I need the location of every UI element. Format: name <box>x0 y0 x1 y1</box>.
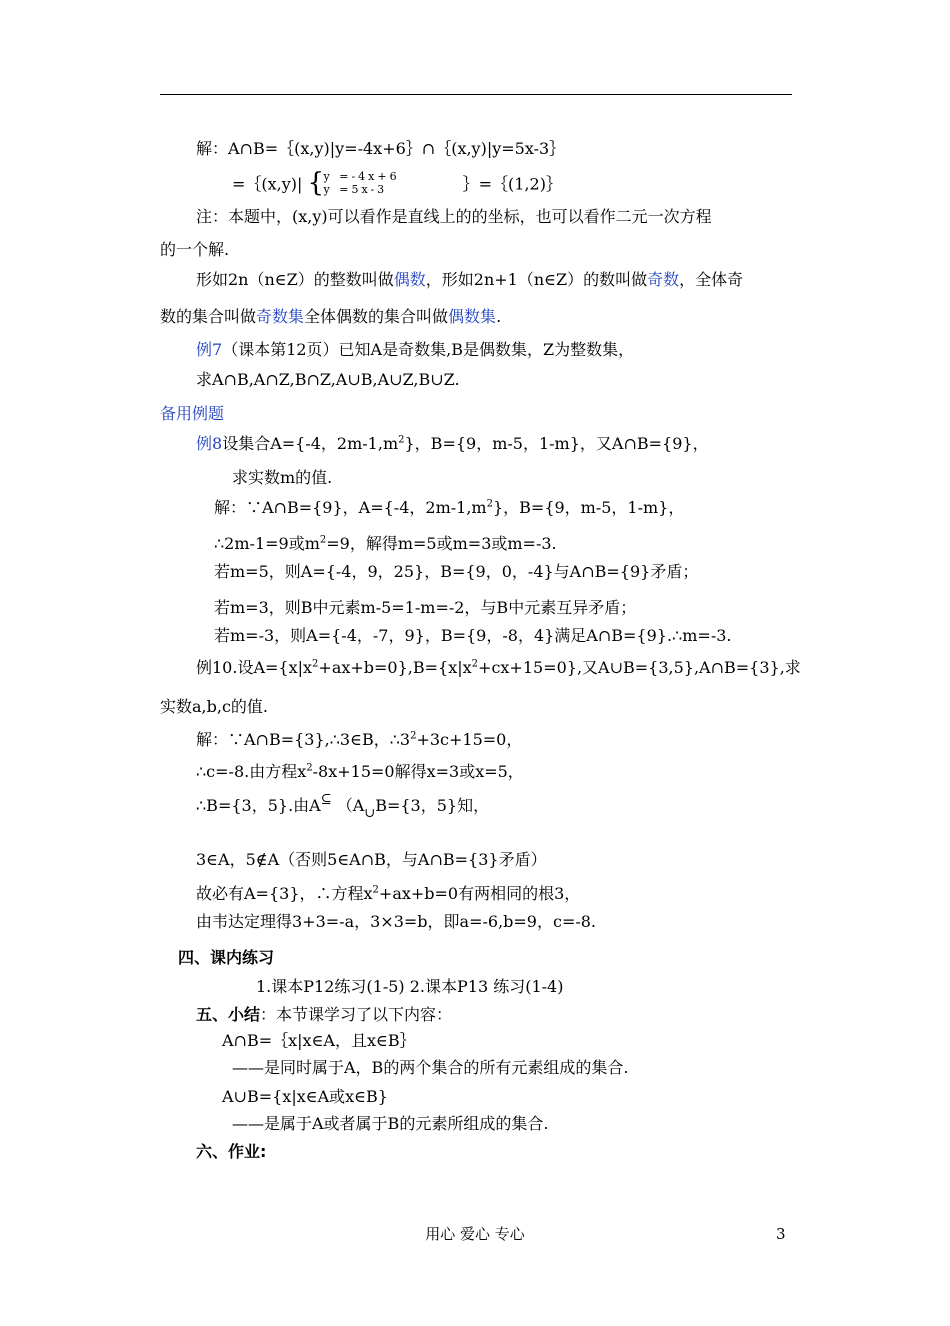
solution-10-line-5 <box>196 884 580 904</box>
section-4-heading: 四、课内练习 <box>178 948 275 967</box>
example-10-text: 例10.设A={x|x <box>196 658 313 677</box>
solution-text: ∴c=-8.由方程x <box>196 762 307 781</box>
superscript: 2 <box>306 762 313 774</box>
section-6-heading: 六、作业: <box>196 1142 267 1161</box>
example-10-text: +cx+15=0},又A∪B={3,5},A∩B={3},求 <box>478 658 801 677</box>
definition-text: . <box>496 307 502 326</box>
solution-text: ∴B={3，5}.由A <box>196 796 321 815</box>
superscript: 2 <box>471 658 479 670</box>
definition-text: ，全体奇 <box>679 270 744 289</box>
summary-union-desc: ——是属于A或者属于B的元素所组成的集合. <box>232 1114 549 1133</box>
solution-10-line-3 <box>196 792 490 821</box>
solution-text: -8x+15=0解得x=3或x=5， <box>312 762 524 781</box>
solution-10-line-4: 3∈A，5∉A（否则5∈A∩B，与A∩B={3}矛盾） <box>196 850 547 869</box>
union-symbol: ∪ <box>364 806 376 821</box>
summary-union: A∪B={x|x∈A或x∈B} <box>222 1087 388 1106</box>
solution-line-2 <box>232 168 562 198</box>
solution-text: +ax+b=0有两相同的根3， <box>378 884 581 903</box>
example-7-label: 例7 <box>196 340 223 359</box>
note-line-1: 注：本题中，(x,y)可以看作是直线上的的坐标，也可以看作二元一次方程 <box>196 207 712 226</box>
solution-text: （A <box>336 796 365 815</box>
subset-symbol: ⊆ <box>320 792 332 807</box>
system-brace: { <box>307 168 325 198</box>
solution-text: 故必有A={3}，∴方程x <box>196 884 373 903</box>
section-5-text: ：本节课学习了以下内容： <box>260 1005 453 1024</box>
summary-intersection: A∩B=｛x|x∈A，且x∈B｝ <box>222 1031 416 1050</box>
solution-line-2-post: ｝=｛(1,2)｝ <box>462 174 562 194</box>
footer-text: 用心 爱心 专心 <box>425 1225 525 1243</box>
section-5-line <box>196 1005 452 1025</box>
solution-10-line-1 <box>196 730 522 750</box>
superscript: 2 <box>398 434 405 446</box>
solution-text: B={3，5}知， <box>375 796 490 815</box>
solution-8-line-2 <box>214 534 557 554</box>
solution-8-line-5: 若m=-3，则A={-4，-7，9}，B={9，-8，4}满足A∩B={9}.∴m=-3. <box>214 626 732 645</box>
example-10-line <box>196 658 801 678</box>
system-equation-2: y =5x-3 <box>323 183 388 196</box>
example-10-line-2: 实数a,b,c的值. <box>160 697 269 716</box>
solution-8-line-1 <box>214 498 684 518</box>
solution-text: +3c+15=0， <box>416 730 523 749</box>
term-even-set: 偶数集 <box>448 307 497 326</box>
page-number: 3 <box>776 1225 786 1243</box>
solution-8-line-3: 若m=5，则A={-4，9，25}，B={9，0，-4}与A∩B={9}矛盾； <box>214 562 699 581</box>
solution-line-1: 解：A∩B=｛(x,y)|y=-4x+6｝∩｛(x,y)|y=5x-3｝ <box>196 139 566 158</box>
section-4-items: 1.课本P12练习(1-5) 2.课本P13 练习(1-4) <box>256 977 564 996</box>
example-8-text: 设集合A={-4，2m-1,m <box>222 434 399 453</box>
example-8-ask: 求实数m的值. <box>232 468 333 487</box>
solution-text: }，B={9，m-5，1-m}， <box>492 498 685 517</box>
header-rule <box>160 94 792 95</box>
solution-text: 解：∵A∩B={3},∴3∈B，∴3 <box>196 730 411 749</box>
superscript: 2 <box>410 730 417 742</box>
example-7-text: （课本第12页）已知A是奇数集,B是偶数集，Z为整数集， <box>222 340 635 359</box>
example-10-text: +ax+b=0},B={x|x <box>318 658 472 677</box>
equation-system <box>307 168 458 198</box>
backup-examples-heading: 备用例题 <box>160 404 225 423</box>
definition-text: ，形如2n+1（n∈Z）的数叫做 <box>425 270 648 289</box>
superscript: 2 <box>486 498 493 510</box>
definition-line-1 <box>196 270 743 290</box>
example-7-ask: 求A∩B,A∩Z,B∩Z,A∪B,A∪Z,B∪Z. <box>196 370 460 389</box>
superscript: 2 <box>319 534 327 546</box>
example-8-text: }，B={9，m-5，1-m}，又A∩B={9}， <box>404 434 709 453</box>
solution-text: ∴2m-1=9或m <box>214 534 320 553</box>
section-5-heading: 五、小结 <box>196 1005 261 1024</box>
solution-8-line-4: 若m=3，则B中元素m-5=1-m=-2，与B中元素互异矛盾； <box>214 598 637 617</box>
solution-text: 解：∵A∩B={9}，A={-4，2m-1,m <box>214 498 487 517</box>
solution-line-2-pre: =｛(x,y)| <box>232 174 303 194</box>
definition-text: 数的集合叫做 <box>160 307 257 326</box>
example-8-line <box>196 434 709 454</box>
example-7-line <box>196 340 634 360</box>
solution-text: =9，解得m=5或m=3或m=-3. <box>326 534 557 553</box>
summary-intersection-desc: ——是同时属于A，B的两个集合的所有元素组成的集合. <box>232 1058 629 1077</box>
solution-10-line-2 <box>196 762 524 782</box>
superscript: 2 <box>372 884 379 896</box>
system-equation-1: y =-4x+6 <box>323 170 400 183</box>
definition-text: 全体偶数的集合叫做 <box>304 307 449 326</box>
superscript: 2 <box>312 658 319 670</box>
solution-10-line-6: 由韦达定理得3+3=-a，3×3=b，即a=-6,b=9，c=-8. <box>196 912 597 931</box>
term-odd: 奇数 <box>647 270 680 289</box>
definition-line-2 <box>160 307 501 327</box>
term-even: 偶数 <box>393 270 426 289</box>
example-8-label: 例8 <box>196 434 223 453</box>
definition-text: 形如2n（n∈Z）的整数叫做 <box>196 270 394 289</box>
note-line-2: 的一个解. <box>160 240 230 259</box>
term-odd-set: 奇数集 <box>256 307 305 326</box>
